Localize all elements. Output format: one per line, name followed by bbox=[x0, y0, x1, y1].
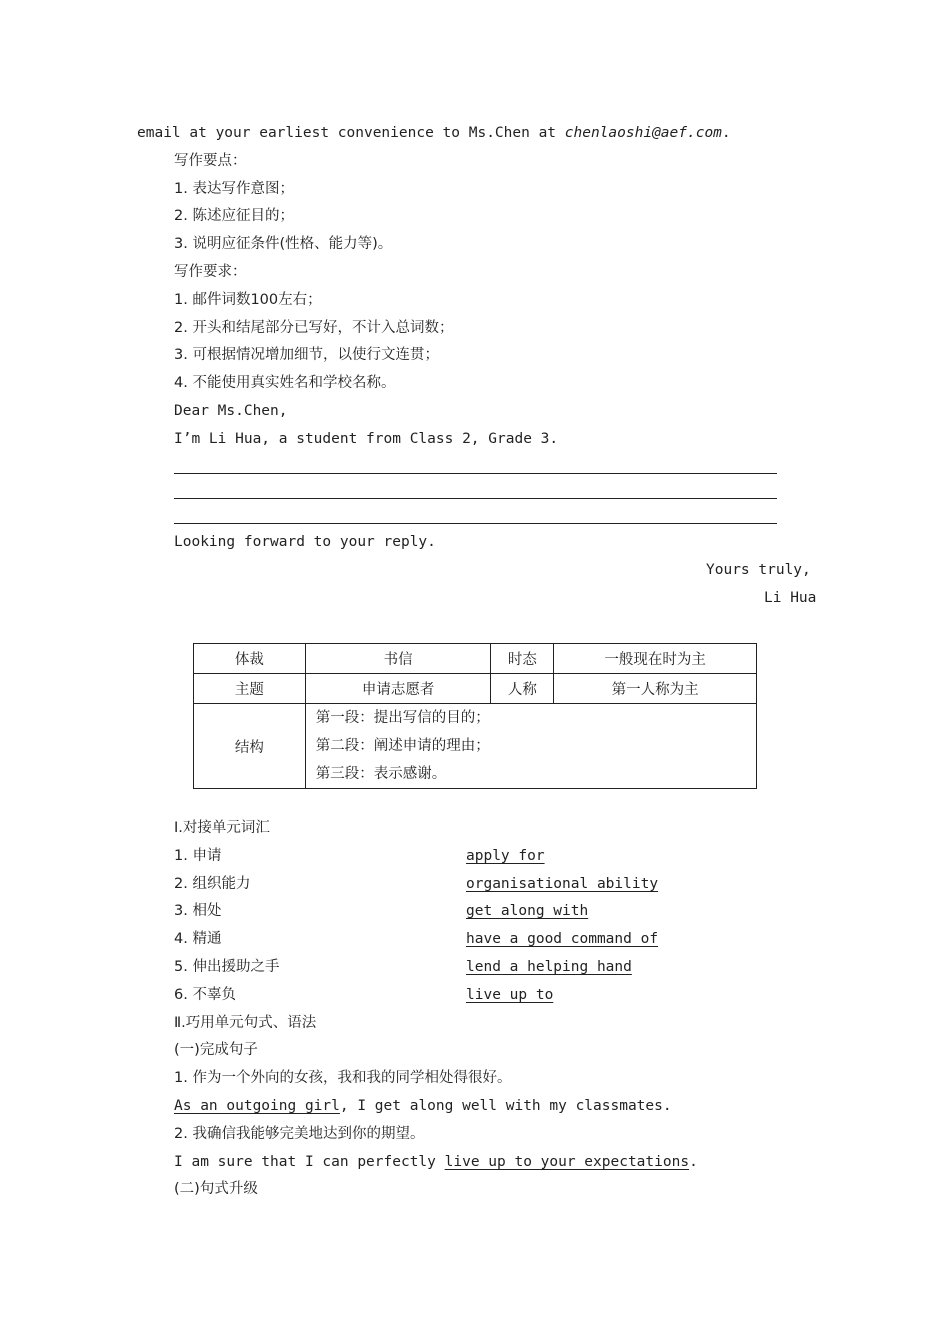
section1-heading: Ⅰ.对接单元词汇 bbox=[174, 820, 270, 836]
email-address: chenlaoshi@aef.com bbox=[564, 125, 722, 141]
question-1-answer-line bbox=[174, 1096, 672, 1116]
vocab-en: have a good command of bbox=[466, 931, 659, 947]
intro-line bbox=[137, 123, 731, 143]
vocab-en: apply for bbox=[466, 848, 545, 864]
summary-table bbox=[193, 643, 757, 789]
points-item: 3. 说明应征条件(性格、能力等)。 bbox=[174, 236, 393, 252]
letter-greeting: Dear Ms.Chen, bbox=[174, 403, 288, 419]
structure-paragraph: 第二段：阐述申请的理由； bbox=[315, 738, 490, 754]
answer-line bbox=[174, 523, 777, 524]
section2-heading: Ⅱ.巧用单元句式、语法 bbox=[174, 1015, 317, 1031]
section2-sub1: (一)完成句子 bbox=[174, 1042, 258, 1058]
points-item: 2. 陈述应征目的； bbox=[174, 208, 294, 224]
intro-end: . bbox=[721, 125, 731, 141]
question-2-answer-line bbox=[174, 1152, 698, 1172]
answer-line bbox=[174, 498, 777, 499]
letter-signoff: Yours truly, bbox=[706, 562, 811, 578]
vocab-en: organisational ability bbox=[466, 876, 659, 892]
question-1-rest: , I get along well with my classmates. bbox=[339, 1098, 672, 1114]
points-item: 1. 表达写作意图； bbox=[174, 181, 294, 197]
topic-value: 申请志愿者 bbox=[305, 674, 491, 704]
letter-signature: Li Hua bbox=[764, 590, 817, 606]
vocab-cn: 5. 伸出援助之手 bbox=[174, 959, 280, 975]
tense-label: 时态 bbox=[491, 644, 554, 674]
genre-label: 体裁 bbox=[194, 644, 306, 674]
topic-label: 主题 bbox=[194, 674, 306, 704]
table-row bbox=[194, 704, 757, 789]
table-row bbox=[194, 674, 757, 704]
requirements-item: 4. 不能使用真实姓名和学校名称。 bbox=[174, 375, 396, 391]
structure-paragraph: 第三段：表示感谢。 bbox=[315, 766, 447, 782]
vocab-en: live up to bbox=[466, 987, 554, 1003]
question-2-pre: I am sure that I can perfectly bbox=[174, 1154, 445, 1170]
vocab-en: get along with bbox=[466, 903, 589, 919]
structure-label: 结构 bbox=[194, 704, 306, 789]
table-row bbox=[194, 644, 757, 674]
vocab-cn: 3. 相处 bbox=[174, 903, 222, 919]
requirements-heading: 写作要求： bbox=[174, 264, 247, 280]
tense-value: 一般现在时为主 bbox=[554, 644, 757, 674]
question-2-end: . bbox=[689, 1154, 698, 1170]
vocab-cn: 1. 申请 bbox=[174, 848, 222, 864]
question-2-cn: 2. 我确信我能够完美地达到你的期望。 bbox=[174, 1126, 425, 1142]
vocab-cn: 4. 精通 bbox=[174, 931, 222, 947]
question-2-answer: live up to your expectations bbox=[444, 1154, 690, 1170]
structure-paragraph: 第一段：提出写信的目的； bbox=[315, 710, 490, 726]
person-value: 第一人称为主 bbox=[554, 674, 757, 704]
intro-text: email at your earliest convenience to Ms.Chen at bbox=[137, 125, 565, 141]
vocab-en: lend a helping hand bbox=[466, 959, 632, 975]
vocab-cn: 6. 不辜负 bbox=[174, 987, 236, 1003]
answer-line bbox=[174, 473, 777, 474]
person-label: 人称 bbox=[491, 674, 554, 704]
requirements-item: 1. 邮件词数100左右； bbox=[174, 292, 322, 308]
question-1-cn: 1. 作为一个外向的女孩，我和我的同学相处得很好。 bbox=[174, 1070, 512, 1086]
structure-value bbox=[305, 704, 756, 789]
requirements-item: 2. 开头和结尾部分已写好，不计入总词数； bbox=[174, 320, 454, 336]
letter-closing: Looking forward to your reply. bbox=[174, 534, 436, 550]
letter-opening: I’m Li Hua, a student from Class 2, Grade 3. bbox=[174, 431, 559, 447]
genre-value: 书信 bbox=[305, 644, 491, 674]
requirements-item: 3. 可根据情况增加细节，以使行文连贯； bbox=[174, 347, 439, 363]
question-1-answer: As an outgoing girl bbox=[174, 1098, 340, 1114]
points-heading: 写作要点： bbox=[174, 153, 247, 169]
section2-sub2: (二)句式升级 bbox=[174, 1181, 258, 1197]
vocab-cn: 2. 组织能力 bbox=[174, 876, 251, 892]
